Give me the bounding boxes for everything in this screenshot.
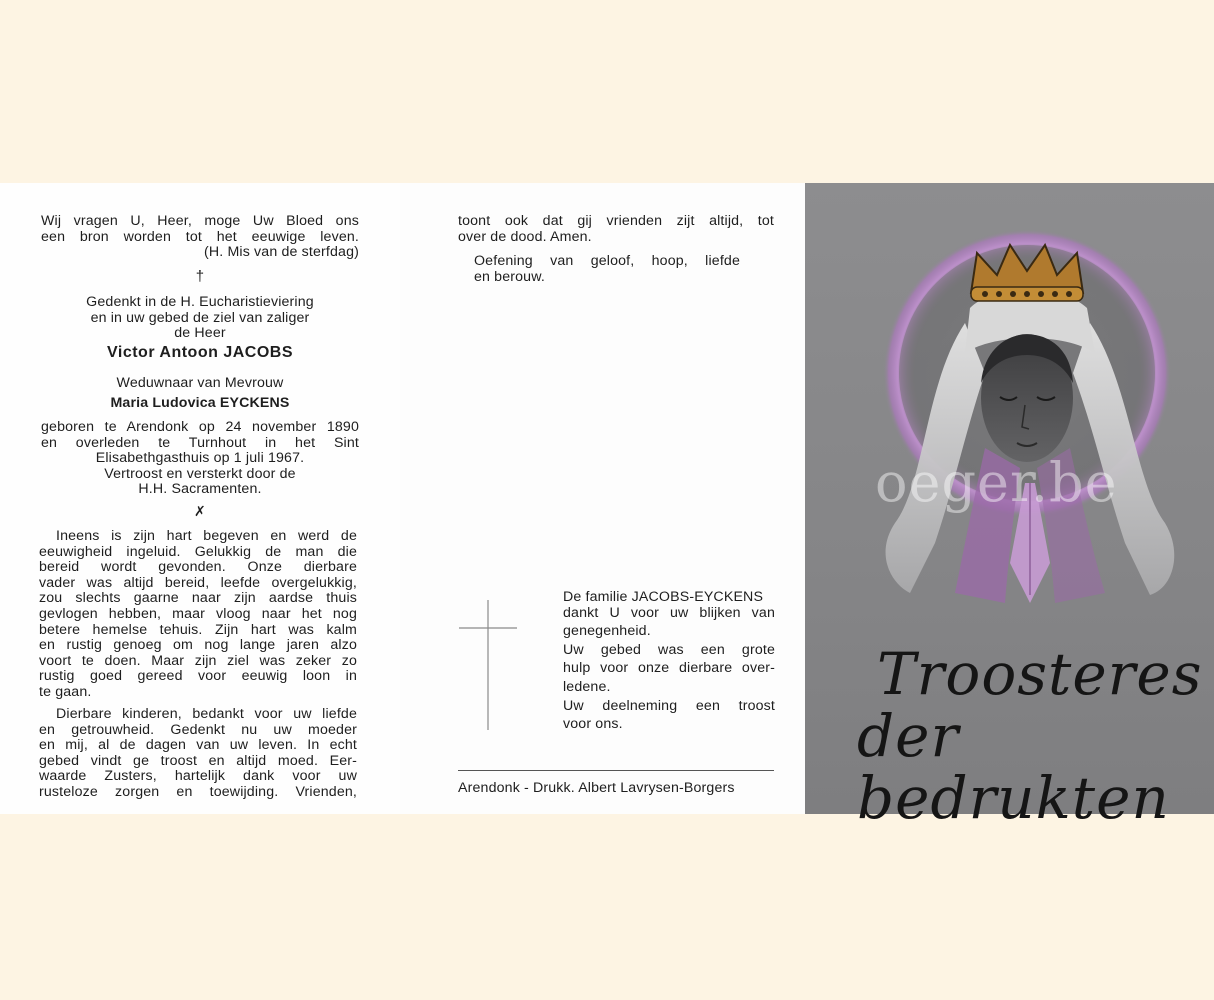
para-line: en mij, al de dagen van uw leven. In echt [39,737,357,754]
spouse-name: Maria Ludovica EYCKENS [110,395,290,411]
info-line: geboren te Arendonk op 24 november 1890 [41,419,359,435]
para-line: en berouw. [474,268,545,285]
para-line: vader was altijd bereid, leefde overgelukkig, [39,574,357,591]
para-line: te gaan. [39,683,92,700]
intro-line: Gedenkt in de H. Eucharistieviering [86,294,314,310]
family-thanks [563,590,775,733]
para-line: betere hemelse tehuis. Zijn hart was kalm [39,621,357,638]
epigraph-source: (H. Mis van de sterfdag) [204,244,359,261]
thanks-line: Uw gebed was een grote [563,641,775,658]
epigraph-line: een bron worden tot het eeuwige leven. [41,228,359,245]
thanks-line: voor ons. [563,716,623,733]
closing-paragraph [458,214,774,245]
thanks-line: De familie JACOBS-EYCKENS [563,589,764,605]
thanks-line: ledene. [563,678,611,695]
para-line: voort te doen. Maar zijn ziel was zeker zo [39,652,357,669]
prayer-note [474,254,740,285]
info-line: Vertroost en versterkt door de [104,465,296,482]
paragraph-2 [39,707,357,801]
para-line: gevlogen hebben, maar vloog naar het nog [39,605,357,622]
thanks-line: dankt U voor uw blijken van [563,604,775,621]
para-line: en rustig genoeg om nog lange jaren alzo [39,637,357,654]
para-line: rusteloze zorgen en toewijding. Vrienden, [39,783,357,800]
epigraph [41,214,359,261]
cover-title-line-2: der bedrukten [857,702,1170,832]
para-line: rustig goed gereed voor eeuwig loon in [39,668,357,685]
watermark: oeger.be [875,451,1118,514]
para-line: gebed vindt ge troost en altijd moed. Eer- [39,752,357,769]
thanks-line: hulp voor onze dierbare over- [563,660,775,677]
divider-symbol: ✗ [194,503,206,519]
para-line: Ineens is zijn hart begeven en werd de [56,528,357,544]
para-line: Dierbare kinderen, bedankt voor uw liefde [56,706,357,722]
para-line: over de dood. Amen. [458,228,592,245]
cover-page [805,183,1214,832]
paragraph-1 [39,529,357,701]
left-page [0,183,400,814]
intro [41,295,359,342]
thanks-line: Uw deelneming een troost [563,697,775,714]
cross-icon [457,600,519,730]
memorial-card [0,183,1214,832]
intro-line: en in uw gebed de ziel van zaliger [90,309,310,326]
epigraph-line: Wij vragen U, Heer, moge Uw Bloed ons [41,213,359,229]
spouse-intro: Weduwnaar van Mevrouw [116,375,284,391]
info-line: Elisabethgasthuis op 1 juli 1967. [95,450,305,467]
info-line: H.H. Sacramenten. [138,481,262,498]
printer-credit: Arendonk - Drukk. Albert Lavrysen-Borgers [458,780,735,796]
birth-death-info [41,420,359,498]
para-line: toont ook dat gij vrienden zijt altijd, tot [458,213,774,229]
deceased-name: Victor Antoon JACOBS [106,344,293,361]
thanks-line: genegenheid. [563,623,651,640]
para-line: eeuwigheid ingeluid. Gelukkig de man die [39,543,357,560]
cross-symbol: † [195,268,205,285]
para-line: Oefening van geloof, hoop, liefde [474,253,740,269]
info-line: en overleden te Turnhout in het Sint [41,434,359,451]
para-line: en getrouwheid. Gedenkt nu uw moeder [39,721,357,738]
para-line: zou slechts gaarne naar zijn aardse thuis [39,590,357,607]
cover-title-line-1: Troosteres [877,640,1203,708]
para-line: bereid wordt gevonden. Onze dierbare [39,559,357,576]
intro-line: de Heer [174,325,226,342]
footer-rule [458,770,774,771]
para-line: waarde Zusters, hartelijk dank voor uw [39,768,357,785]
middle-page [400,183,805,814]
